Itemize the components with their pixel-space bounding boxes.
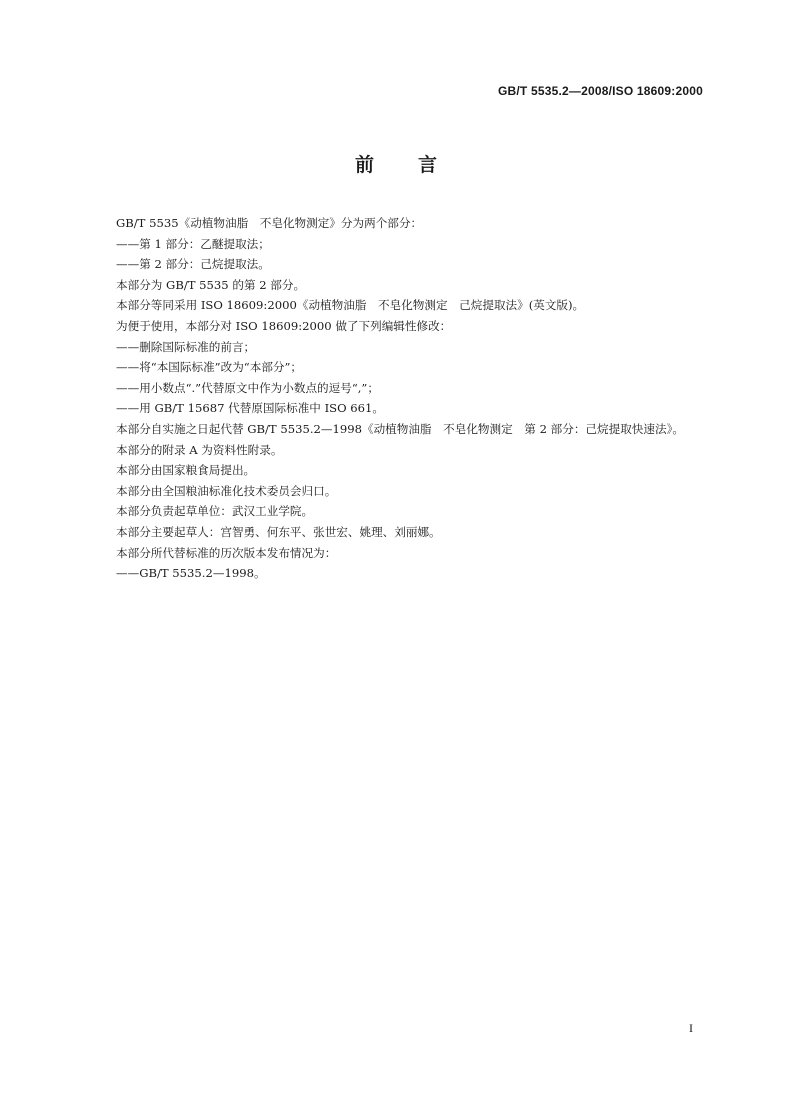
list-item-part-1: ——第 1 部分：乙醚提取法；: [116, 236, 270, 251]
list-item-edit-3: ——用小数点“.”代替原文中作为小数点的逗号“,”；: [116, 380, 379, 395]
paragraph-committee: 本部分由全国粮油标准化技术委员会归口。: [116, 483, 337, 498]
paragraph-part-statement: 本部分为 GB/T 5535 的第 2 部分。: [116, 277, 306, 292]
paragraph-drafters: 本部分主要起草人：宫智勇、何东平、张世宏、姚理、刘丽娜。: [116, 524, 441, 539]
paragraph-history-intro: 本部分所代替标准的历次版本发布情况为：: [116, 545, 337, 560]
list-item-edit-1: ——删除国际标准的前言；: [116, 339, 256, 354]
paragraph-replacement: 本部分自实施之日起代替 GB/T 5535.2—1998《动植物油脂 不皂化物测定 第 2 部分：己烷提取快速法》。: [116, 421, 684, 436]
list-item-part-2: ——第 2 部分：己烷提取法。: [116, 257, 270, 272]
page-title: 前言: [354, 154, 481, 176]
paragraph-proposer: 本部分由国家粮食局提出。: [116, 463, 256, 478]
paragraph-edits-intro: 为便于使用，本部分对 ISO 18609:2000 做了下列编辑性修改：: [116, 318, 452, 333]
paragraph-series-intro: GB/T 5535《动植物油脂 不皂化物测定》分为两个部分：: [116, 216, 423, 230]
standard-code-header: GB/T 5535.2—2008/ISO 18609:2000: [498, 84, 703, 98]
list-item-edit-2: ——将“本国际标准”改为“本部分”；: [116, 360, 303, 375]
foreword-body: [92, 213, 706, 584]
paragraph-adoption: 本部分等同采用 ISO 18609:2000《动植物油脂 不皂化物测定 己烷提取法》(英文版)。: [116, 298, 585, 313]
list-item-edit-4: ——用 GB/T 15687 代替原国际标准中 ISO 661。: [116, 401, 385, 416]
page-number: I: [689, 1021, 693, 1035]
paragraph-drafting-unit: 本部分负责起草单位：武汉工业学院。: [116, 504, 314, 519]
paragraph-annex: 本部分的附录 A 为资料性附录。: [116, 442, 283, 457]
list-item-history-1: ——GB/T 5535.2—1998。: [116, 566, 266, 581]
